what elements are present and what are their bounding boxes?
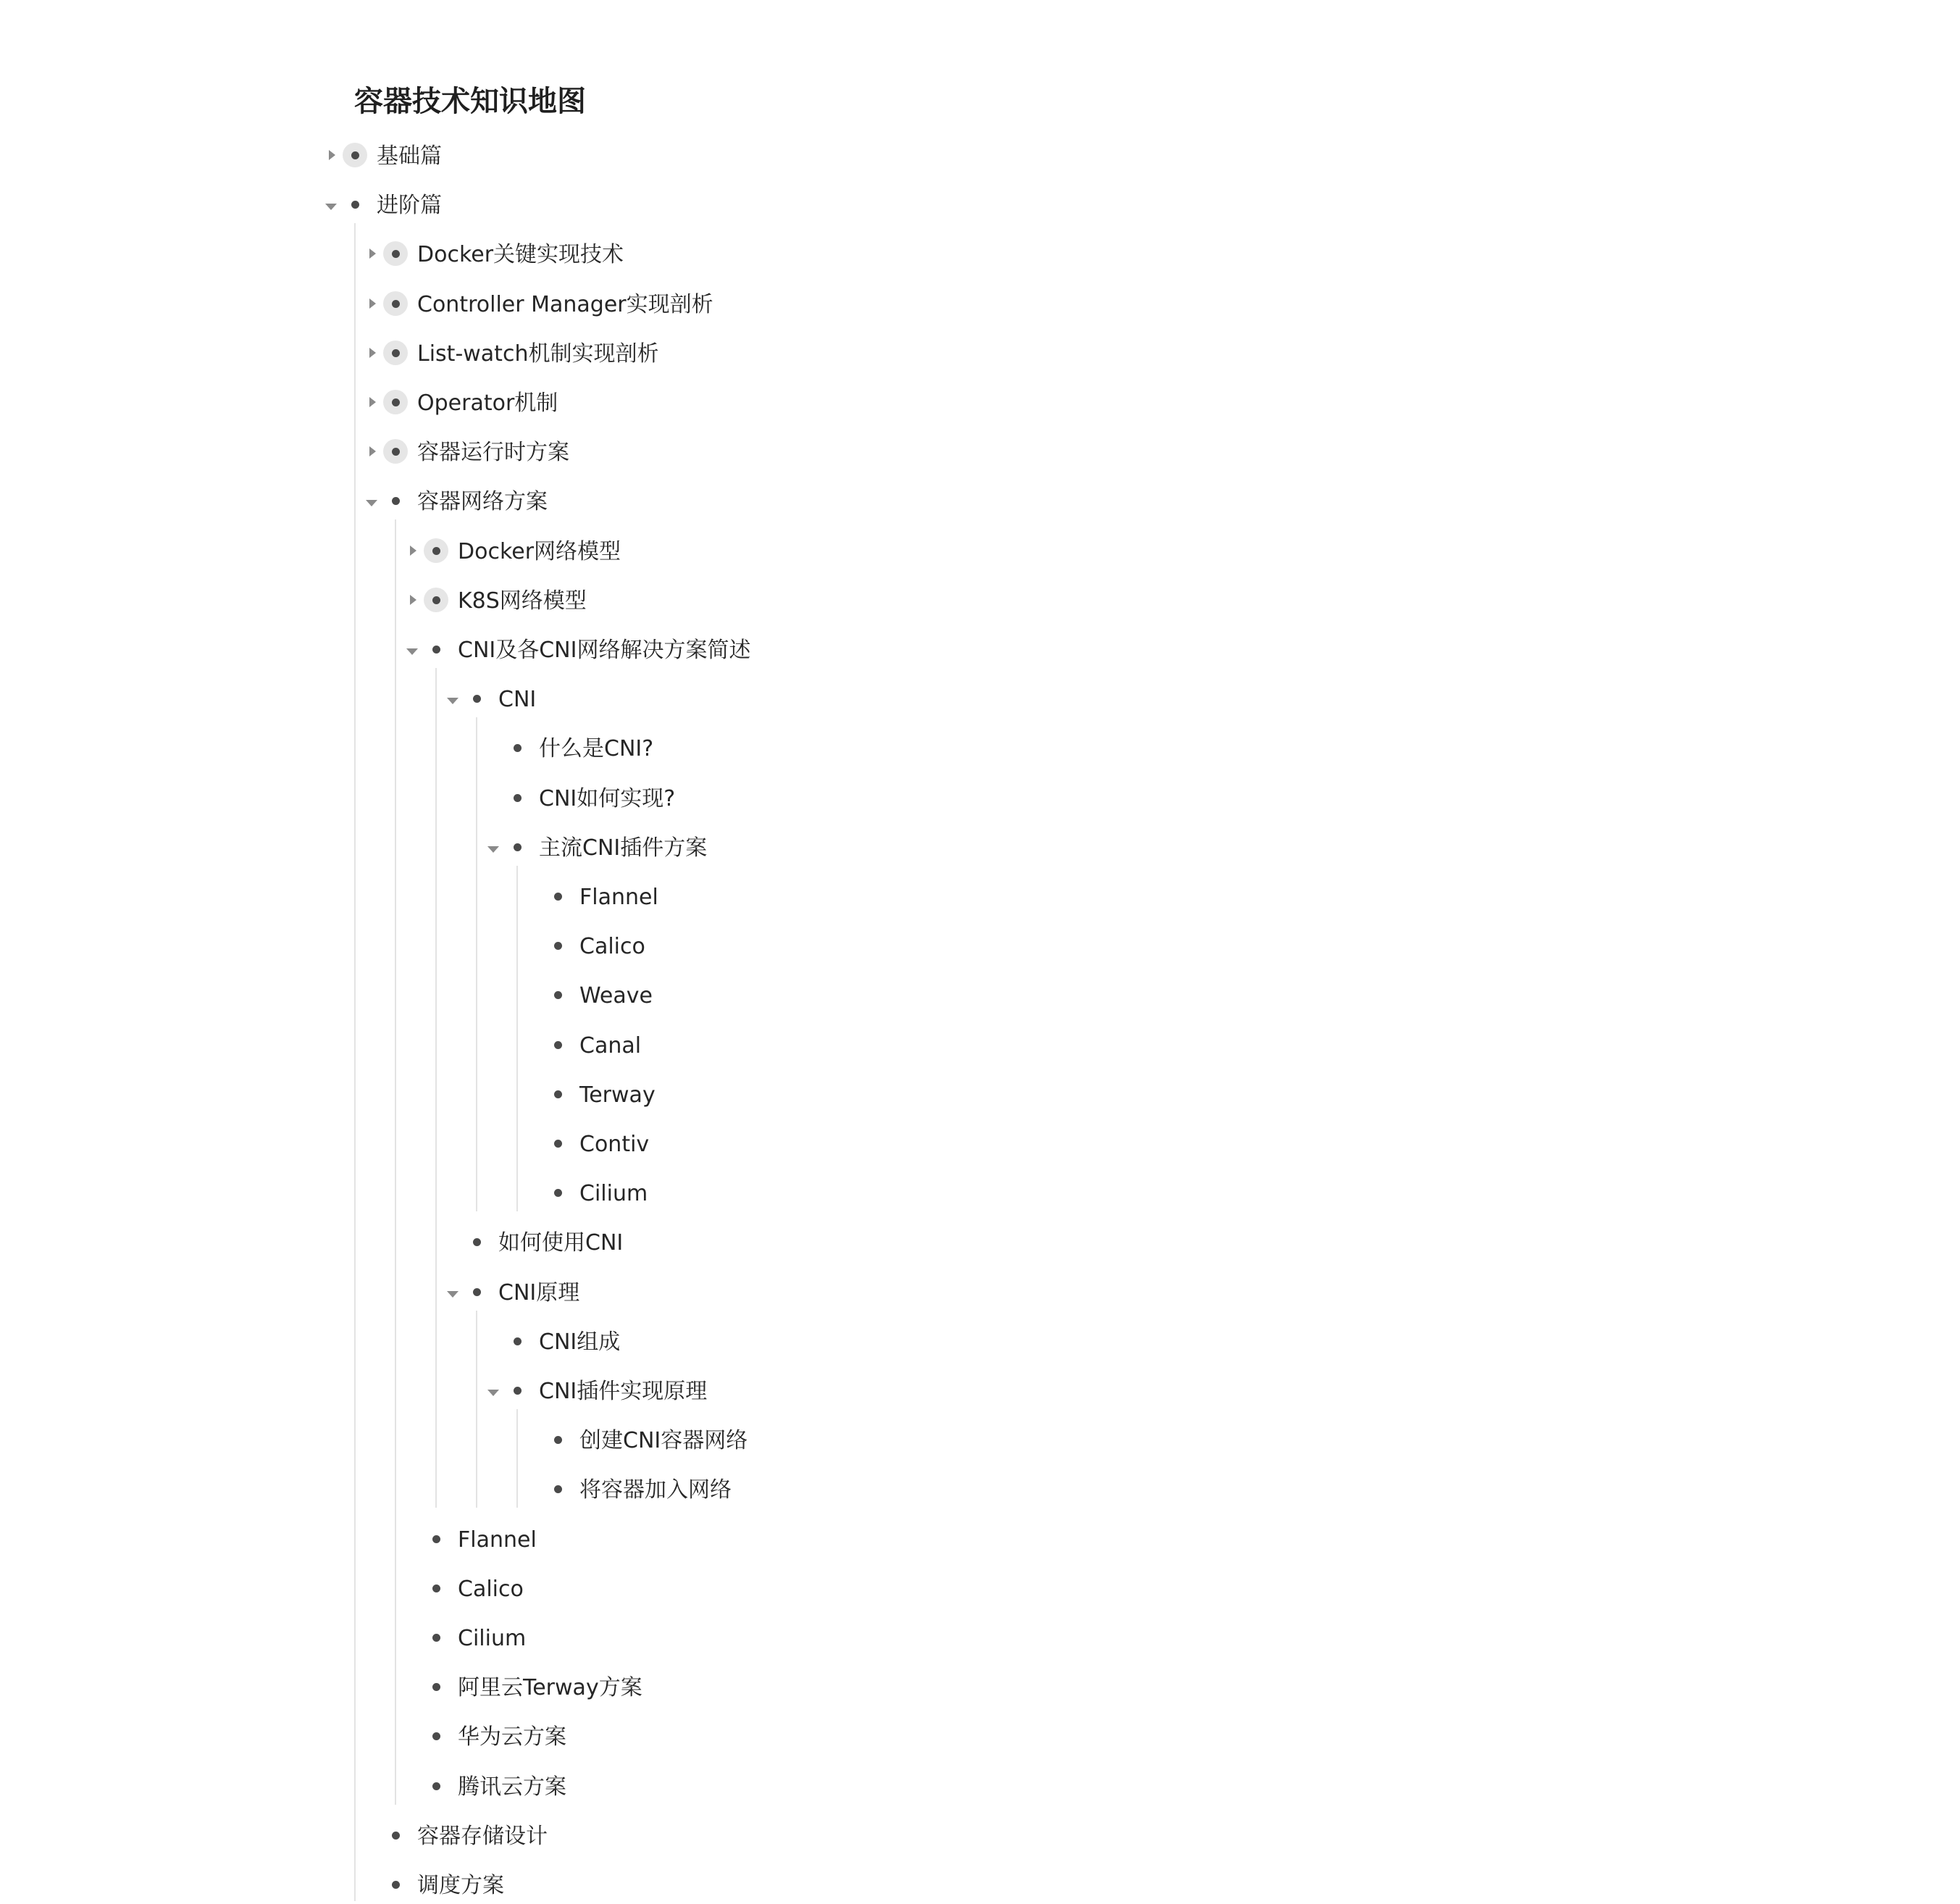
expand-toggle-icon[interactable] [369, 397, 376, 407]
outline-node[interactable] [0, 142, 1159, 171]
bullet-icon[interactable] [545, 1180, 570, 1205]
outline-node[interactable] [0, 1723, 1159, 1752]
outline-node-label[interactable]: 阿里云Terway方案 [458, 1675, 642, 1701]
outline-node-label[interactable]: Controller Manager实现剖析 [417, 291, 713, 317]
outline-node-label[interactable]: CNI如何实现? [539, 785, 676, 811]
outline-node-label[interactable]: Calico [579, 934, 645, 960]
bullet-icon[interactable] [505, 785, 529, 810]
outline-node-label[interactable]: K8S网络模型 [458, 588, 587, 614]
expand-toggle-icon[interactable] [369, 446, 376, 456]
outline-node-label[interactable]: 主流CNI插件方案 [539, 835, 708, 861]
outline-node[interactable] [0, 1674, 1159, 1703]
outline-node[interactable] [0, 538, 1159, 567]
outline-node[interactable] [0, 834, 1159, 863]
outline-node-label[interactable]: 调度方案 [417, 1873, 504, 1898]
outline-node[interactable] [0, 488, 1159, 517]
collapsed-bullet-icon[interactable] [383, 291, 408, 316]
outline-node-label[interactable]: Contiv [579, 1132, 650, 1157]
bullet-icon[interactable] [424, 637, 448, 661]
outline-node[interactable] [0, 1130, 1159, 1159]
outline-node[interactable] [0, 785, 1159, 814]
outline-node-label[interactable]: List-watch机制实现剖析 [417, 341, 659, 367]
collapsed-bullet-icon[interactable] [424, 588, 448, 612]
outline-guide-line [354, 223, 356, 1901]
bullet-icon[interactable] [424, 1724, 448, 1748]
bullet-icon[interactable] [505, 1329, 529, 1353]
outline-node[interactable] [0, 1179, 1159, 1208]
outline-node[interactable] [0, 438, 1159, 467]
outline-node[interactable] [0, 1427, 1159, 1456]
collapse-toggle-icon[interactable] [447, 1291, 458, 1298]
outline-node[interactable] [0, 1575, 1159, 1604]
expand-toggle-icon[interactable] [329, 150, 335, 160]
outline-node[interactable] [0, 1032, 1159, 1061]
expand-toggle-icon[interactable] [369, 298, 376, 309]
outline-guide-line [516, 866, 518, 1211]
outline-node[interactable] [0, 389, 1159, 418]
outline-node-label[interactable]: 容器存储设计 [417, 1823, 548, 1849]
outline-node-label[interactable]: CNI组成 [539, 1329, 621, 1355]
collapse-toggle-icon[interactable] [366, 500, 377, 506]
outline-node[interactable] [0, 1377, 1159, 1406]
bullet-icon[interactable] [545, 1032, 570, 1057]
outline-node[interactable] [0, 982, 1159, 1011]
outline-node[interactable] [0, 1279, 1159, 1308]
bullet-icon[interactable] [424, 1774, 448, 1798]
bullet-icon[interactable] [464, 686, 489, 711]
bullet-icon[interactable] [383, 488, 408, 513]
bullet-icon[interactable] [464, 1229, 489, 1254]
outline-guide-line [435, 668, 437, 1508]
outline-guide-line [395, 519, 396, 1804]
bullet-icon[interactable] [343, 192, 367, 217]
bullet-icon[interactable] [545, 1082, 570, 1106]
outline-node[interactable] [0, 1822, 1159, 1851]
collapsed-bullet-icon[interactable] [383, 241, 408, 266]
bullet-icon[interactable] [545, 1427, 570, 1452]
outline-node-label[interactable]: 腾讯云方案 [458, 1774, 566, 1800]
bullet-icon[interactable] [545, 982, 570, 1007]
outline-node[interactable] [0, 685, 1159, 714]
bullet-icon[interactable] [383, 1823, 408, 1847]
bullet-icon[interactable] [545, 933, 570, 958]
collapse-toggle-icon[interactable] [406, 648, 418, 655]
bullet-icon[interactable] [424, 1576, 448, 1600]
outline-node[interactable] [0, 735, 1159, 764]
bullet-icon[interactable] [464, 1279, 489, 1304]
outline-node[interactable] [0, 1328, 1159, 1357]
expand-toggle-icon[interactable] [410, 546, 416, 556]
outline-node[interactable] [0, 883, 1159, 912]
outline-node-label[interactable]: Docker关键实现技术 [417, 242, 624, 268]
bullet-icon[interactable] [505, 835, 529, 859]
outline-node-label[interactable]: Weave [579, 983, 653, 1009]
outline-node-label[interactable]: Flannel [458, 1527, 537, 1553]
collapse-toggle-icon[interactable] [487, 846, 499, 853]
expand-toggle-icon[interactable] [369, 348, 376, 358]
outline-guide-line [476, 717, 477, 1211]
outline-node-label[interactable]: Calico [458, 1576, 524, 1602]
outline-node[interactable] [0, 340, 1159, 369]
outline-node[interactable] [0, 1773, 1159, 1802]
outline-node[interactable] [0, 932, 1159, 961]
outline-node-label[interactable]: Flannel [579, 885, 658, 910]
outline-node-label[interactable]: CNI及各CNI网络解决方案简述 [458, 638, 751, 663]
bullet-icon[interactable] [545, 1477, 570, 1501]
outline-node[interactable] [0, 1476, 1159, 1505]
outline-node-label[interactable]: Operator机制 [417, 391, 558, 416]
outline-node[interactable] [0, 291, 1159, 320]
bullet-icon[interactable] [505, 1378, 529, 1403]
page-title: 容器技术知识地图 [354, 85, 586, 118]
outline-node[interactable] [0, 241, 1159, 270]
bullet-icon[interactable] [383, 1872, 408, 1897]
outline-node[interactable] [0, 1081, 1159, 1110]
collapsed-bullet-icon[interactable] [383, 390, 408, 414]
collapsed-bullet-icon[interactable] [343, 143, 367, 167]
bullet-icon[interactable] [545, 884, 570, 909]
outline-node-label[interactable]: 基础篇 [377, 143, 442, 169]
outline-node-label[interactable]: CNI [498, 687, 537, 713]
outline-node-label[interactable]: 如何使用CNI [498, 1230, 624, 1256]
outline-node-label[interactable]: 容器运行时方案 [417, 440, 569, 466]
collapse-toggle-icon[interactable] [325, 204, 337, 210]
outline-node-label[interactable]: 将容器加入网络 [579, 1477, 732, 1503]
bullet-icon[interactable] [424, 1527, 448, 1551]
outline-node[interactable] [0, 1871, 1159, 1900]
outline-node-label[interactable]: CNI插件实现原理 [539, 1379, 708, 1404]
outline-node[interactable] [0, 1229, 1159, 1258]
outline-node-label[interactable]: 进阶篇 [377, 193, 442, 219]
collapse-toggle-icon[interactable] [447, 698, 458, 704]
outline-node[interactable] [0, 587, 1159, 616]
bullet-icon[interactable] [424, 1674, 448, 1699]
collapse-toggle-icon[interactable] [487, 1390, 499, 1396]
expand-toggle-icon[interactable] [369, 249, 376, 259]
outline-node-label[interactable]: Cilium [458, 1626, 527, 1651]
outline-node-label[interactable]: Docker网络模型 [458, 538, 621, 564]
collapsed-bullet-icon[interactable] [424, 538, 448, 563]
outline-node-label[interactable]: CNI原理 [498, 1279, 580, 1306]
outline-node-label[interactable]: 什么是CNI? [539, 736, 654, 762]
collapsed-bullet-icon[interactable] [383, 439, 408, 464]
expand-toggle-icon[interactable] [410, 595, 416, 605]
outline-guide-line [476, 1311, 477, 1508]
outline-node[interactable] [0, 191, 1159, 220]
outline-node-label[interactable]: 华为云方案 [458, 1724, 566, 1750]
outline-node[interactable] [0, 1624, 1159, 1653]
bullet-icon[interactable] [545, 1131, 570, 1156]
outline-node-label[interactable]: Terway [579, 1082, 656, 1108]
outline-node-label[interactable]: Canal [579, 1032, 642, 1059]
bullet-icon[interactable] [505, 735, 529, 760]
outline-node-label[interactable]: 容器网络方案 [417, 489, 548, 515]
outline-guide-line [516, 1409, 518, 1508]
outline-node[interactable] [0, 1526, 1159, 1555]
outline-node-label[interactable]: Cilium [579, 1181, 648, 1207]
outline-node[interactable] [0, 636, 1159, 665]
bullet-icon[interactable] [424, 1625, 448, 1650]
collapsed-bullet-icon[interactable] [383, 341, 408, 365]
outline-node-label[interactable]: 创建CNI容器网络 [579, 1428, 748, 1454]
